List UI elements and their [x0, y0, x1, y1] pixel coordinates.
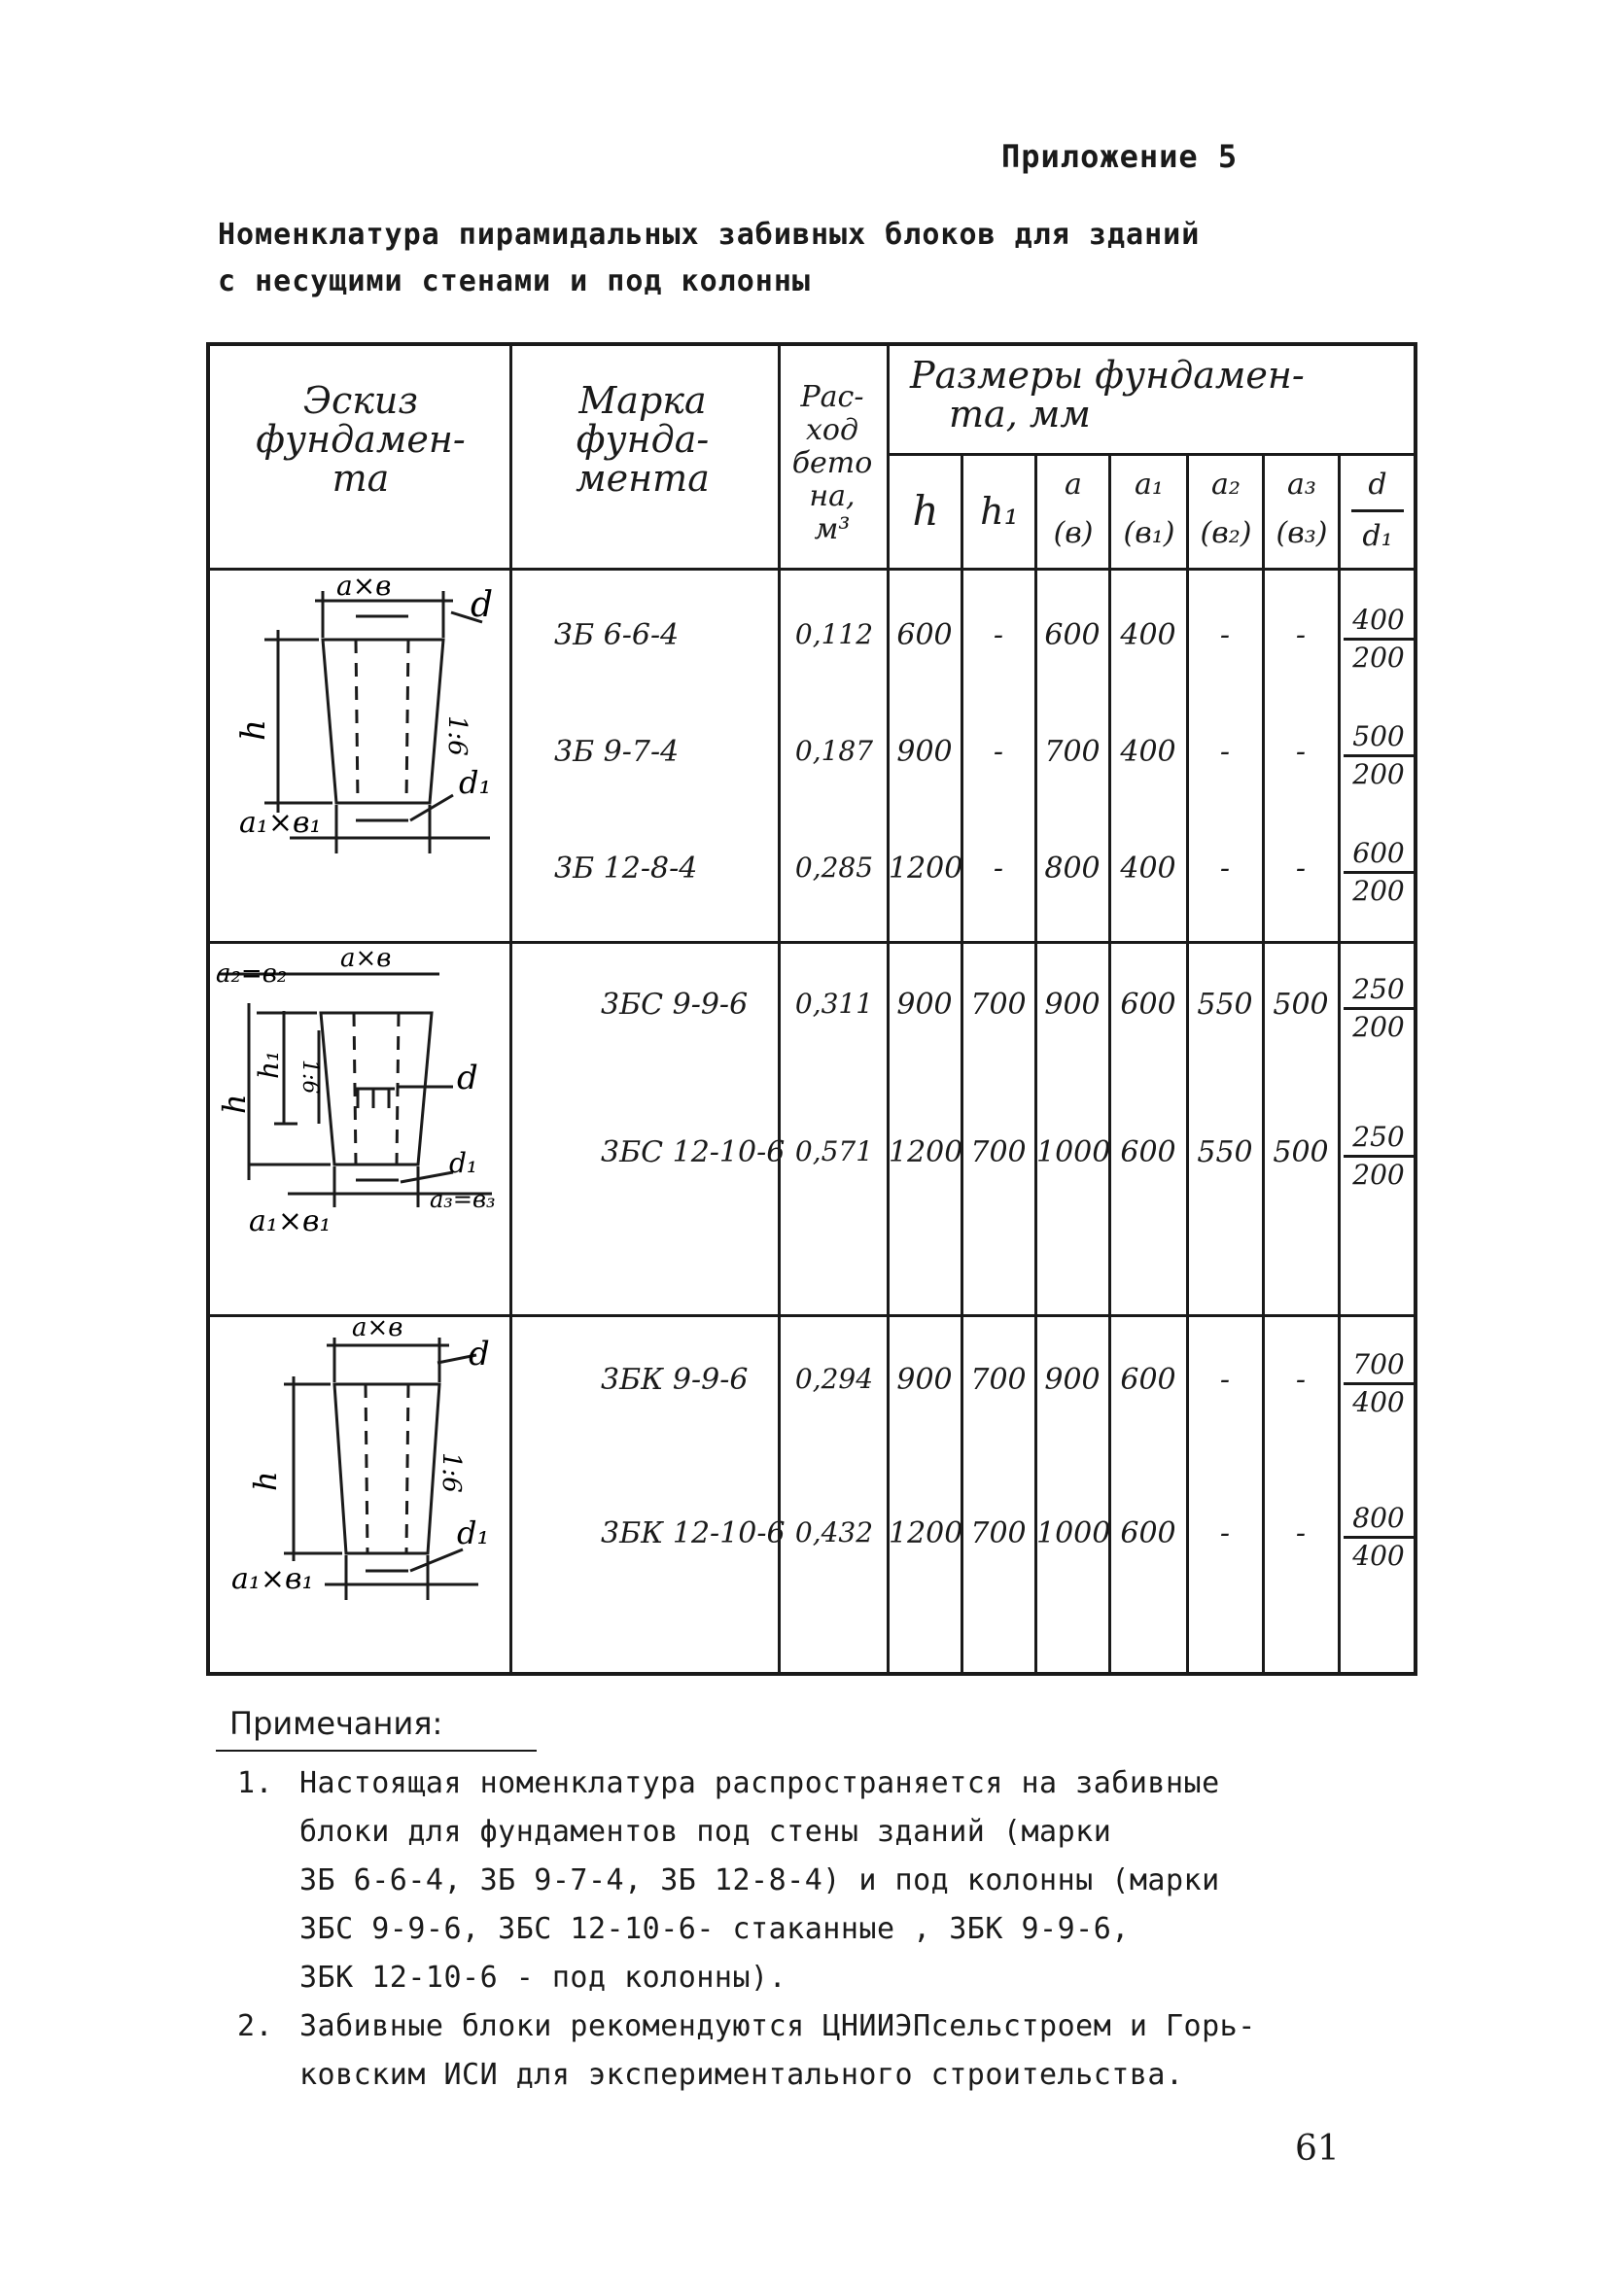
label-a1xb1: a₁×в₁ [231, 1562, 314, 1596]
label-h: h [216, 1094, 253, 1114]
cell-a3: 500 [1273, 988, 1329, 1022]
label-a1xb1: a₁×в₁ [249, 1204, 332, 1238]
cell-a1: 600 [1120, 1516, 1176, 1550]
sketch-socket-block [210, 943, 507, 1312]
label-a1xb1: a₁×в₁ [239, 806, 322, 840]
cell-concrete: 0,112 [794, 618, 874, 650]
cell-d1: 200 [1352, 1011, 1405, 1043]
cell-d: 800 [1344, 1501, 1414, 1539]
cell-d-d1 [1344, 1501, 1414, 1574]
cell-a: 600 [1044, 618, 1101, 652]
cell-d: 400 [1344, 603, 1414, 641]
cell-d-d1 [1344, 972, 1414, 1045]
cell-d1: 200 [1352, 1159, 1405, 1191]
cell-concrete: 0,571 [794, 1135, 874, 1167]
label-d: d [469, 1335, 490, 1374]
label-axb: a×в [340, 944, 392, 973]
cell-mark: 3БС 12-10-6 [601, 1135, 786, 1169]
sketch-column-block [210, 1316, 507, 1676]
cell-a2: - [1219, 852, 1231, 886]
cell-mark: 3БК 9-9-6 [601, 1363, 749, 1397]
header-a3: a₃ (в₃) [1276, 468, 1328, 550]
header-concrete: Рас- ход бето на, м³ [791, 380, 873, 546]
header-a1: a₁ (в₁) [1123, 468, 1175, 550]
cell-d-d1 [1344, 1347, 1414, 1420]
cell-a: 900 [1044, 1363, 1101, 1397]
cell-a2: 550 [1197, 988, 1253, 1022]
cell-a3: - [1295, 1363, 1307, 1397]
cell-h1: 700 [970, 1516, 1027, 1550]
cell-d1: 200 [1352, 875, 1405, 907]
cell-h1: 700 [970, 988, 1027, 1022]
cell-a1: 600 [1120, 1135, 1176, 1169]
label-a3b3: a₃=в₃ [430, 1186, 496, 1213]
col-divider [1338, 455, 1341, 1672]
cell-a1: 600 [1120, 1363, 1176, 1397]
cell-a2: 550 [1197, 1135, 1253, 1169]
cell-d: 500 [1344, 719, 1414, 757]
header-dimensions: Размеры фундамен- та, мм [910, 354, 1305, 435]
cell-h: 1200 [889, 1135, 963, 1169]
cell-concrete: 0,294 [794, 1363, 874, 1395]
cell-h: 1200 [889, 1516, 963, 1550]
label-d1: d₁ [449, 1147, 478, 1179]
cell-d-d1 [1344, 603, 1414, 676]
cell-mark: 3Б 6-6-4 [554, 618, 680, 652]
note-text: Настоящая номенклатура распространяется на забивные блоки для фундаментов под стены зданий (марки 3Б 6-6-4, 3Б 9-7-4, 3Б 12-8-4) и под колонны (марки 3БС 9-9-6, 3БС 12-10-6- стаканные , 3БК 9-9-6, 3БК 12-10-6 - под колонны). [299, 1766, 1220, 1995]
header-a: a (в) [1053, 468, 1094, 550]
cell-h: 900 [896, 735, 953, 769]
cell-d: 250 [1344, 1120, 1414, 1158]
notes-underline [216, 1750, 537, 1752]
cell-a3: - [1295, 735, 1307, 769]
cell-d-d1 [1344, 836, 1414, 909]
header-d: d d₁ [1342, 461, 1414, 561]
cell-a2: - [1219, 1363, 1231, 1397]
column-block-outline [334, 1384, 439, 1553]
cell-h1: - [993, 735, 1004, 769]
cell-h1: 700 [970, 1135, 1027, 1169]
label-d1: d₁ [457, 1514, 490, 1551]
cell-a: 800 [1044, 852, 1101, 886]
label-axb: a×в [336, 570, 392, 602]
header-divider [887, 453, 1414, 456]
cell-concrete: 0,285 [794, 852, 874, 884]
cell-concrete: 0,187 [794, 735, 874, 767]
label-slope: 1:6 [437, 1452, 466, 1493]
cell-concrete: 0,432 [794, 1516, 874, 1548]
sketch-wall-block [210, 570, 507, 939]
cell-a3: 500 [1273, 1135, 1329, 1169]
appendix-label: Приложение 5 [1001, 138, 1239, 175]
cell-mark: 3Б 9-7-4 [554, 735, 680, 769]
cell-d: 600 [1344, 836, 1414, 874]
col-divider [778, 346, 781, 1672]
page-number: 61 [1295, 2129, 1340, 2169]
cell-d-d1 [1344, 1120, 1414, 1193]
cell-mark: 3Б 12-8-4 [554, 852, 698, 886]
cell-a3: - [1295, 852, 1307, 886]
document-title [218, 212, 1200, 305]
label-a2b2: a₂=в₂ [216, 959, 288, 989]
label-h1: h₁ [253, 1050, 285, 1079]
cell-a2: - [1219, 618, 1231, 652]
label-d: d [471, 585, 494, 625]
cell-d1: 200 [1352, 758, 1405, 790]
title-line-1: Номенклатура пирамидальных забивных блоков для зданий [218, 218, 1201, 252]
cell-a1: 400 [1120, 735, 1176, 769]
note-number: 1. [237, 1766, 274, 1800]
cell-a3: - [1295, 1516, 1307, 1550]
cell-mark: 3БК 12-10-6 [601, 1516, 786, 1550]
header-h: h [912, 487, 939, 535]
header-h1: h₁ [980, 490, 1019, 533]
label-d: d [457, 1059, 478, 1097]
label-d1: d₁ [459, 764, 492, 801]
note-text: Забивные блоки рекомендуются ЦНИИЭПсельстроем и Горь- ковским ИСИ для экспериментального строительства. [299, 2009, 1256, 2092]
cell-h1: - [993, 618, 1004, 652]
label-h: h [247, 1471, 284, 1491]
cell-a: 900 [1044, 988, 1101, 1022]
cell-a: 700 [1044, 735, 1101, 769]
header-mark: Марка фунда- мента [576, 379, 710, 500]
cell-a1: 400 [1120, 852, 1176, 886]
title-line-2: с несущими стенами и под колонны [218, 264, 811, 298]
wall-block-outline [323, 640, 443, 803]
header-sketch: Эскиз фундамен- та [256, 379, 466, 500]
col-divider [509, 346, 512, 1672]
cell-d: 250 [1344, 972, 1414, 1010]
cell-h1: 700 [970, 1363, 1027, 1397]
note-number: 2. [237, 2009, 274, 2043]
foundation-table [206, 342, 1417, 1676]
cell-a1: 600 [1120, 988, 1176, 1022]
cell-d: 700 [1344, 1347, 1414, 1385]
label-slope: 1:6 [442, 715, 472, 756]
cell-concrete: 0,311 [794, 988, 874, 1020]
label-h: h [234, 719, 273, 741]
cell-d1: 400 [1352, 1540, 1405, 1572]
cell-h: 900 [896, 988, 953, 1022]
cell-h1: - [993, 852, 1004, 886]
cell-a2: - [1219, 735, 1231, 769]
label-axb: a×в [352, 1316, 403, 1342]
cell-a2: - [1219, 1516, 1231, 1550]
cell-a: 1000 [1036, 1135, 1111, 1169]
cell-d1: 200 [1352, 642, 1405, 674]
cell-mark: 3БС 9-9-6 [601, 988, 749, 1022]
cell-d1: 400 [1352, 1386, 1405, 1418]
cell-d-d1 [1344, 719, 1414, 792]
cell-a1: 400 [1120, 618, 1176, 652]
cell-a: 1000 [1036, 1516, 1111, 1550]
label-slope: 1:6 [297, 1060, 322, 1095]
cell-h: 900 [896, 1363, 953, 1397]
cell-a3: - [1295, 618, 1307, 652]
cell-h: 600 [896, 618, 953, 652]
cell-h: 1200 [889, 852, 963, 886]
header-a2: a₂ (в₂) [1200, 468, 1252, 550]
notes-title: Примечания: [229, 1705, 443, 1742]
